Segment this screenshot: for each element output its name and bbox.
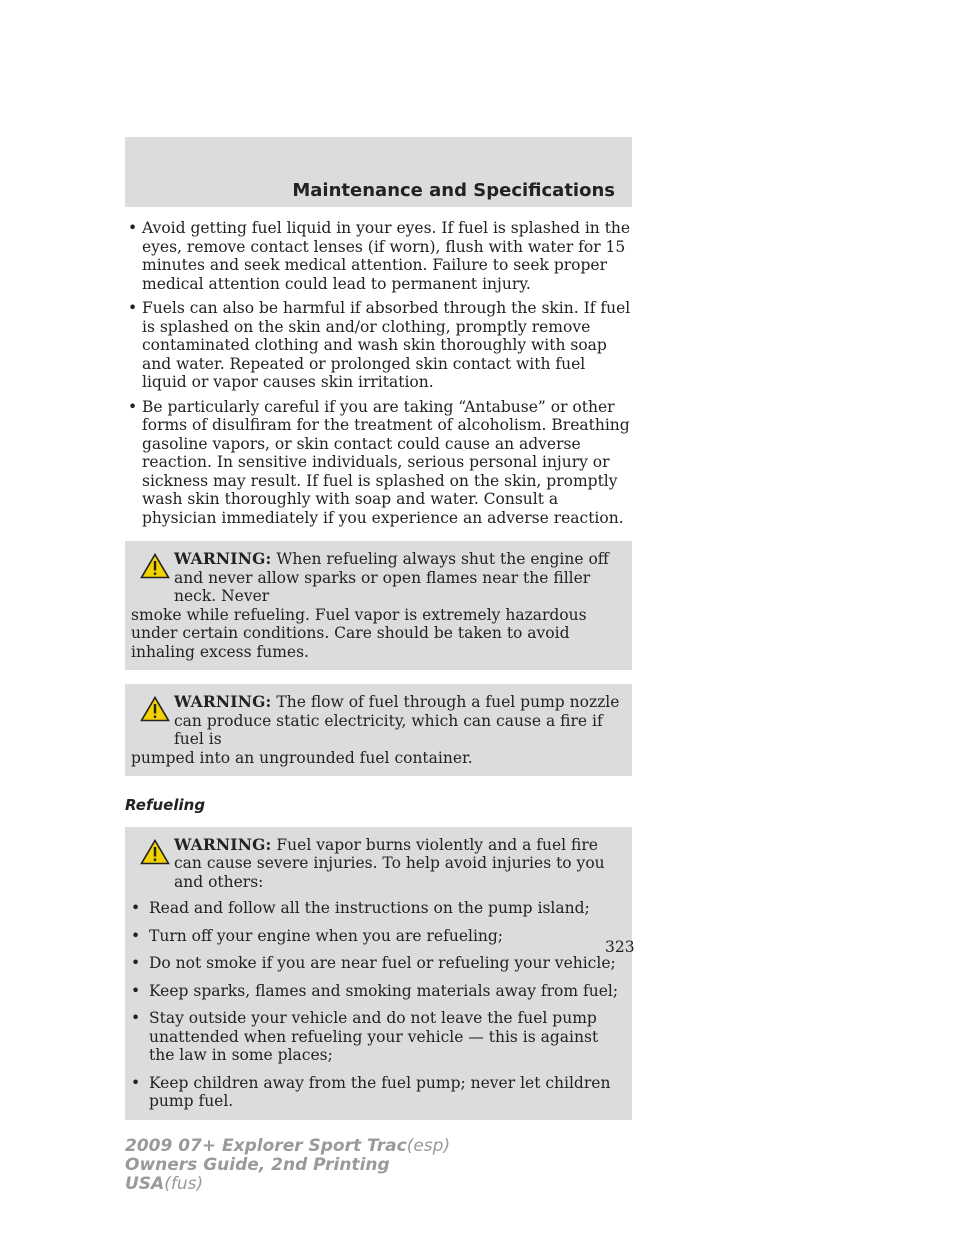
footer-market-code: (fus) [164, 1174, 204, 1194]
warning-box-refueling-engine-off [125, 541, 632, 670]
section-title: Maintenance and Specifications [292, 180, 615, 201]
footer-market: USA [125, 1174, 165, 1194]
warning-text: When refueling always shut the engine off and never allow sparks or open flames near the filler neck. Never [174, 550, 609, 605]
document-footer [125, 1137, 450, 1194]
warning-text-continued: smoke while refueling. Fuel vapor is extremely hazardous under certain conditions. Care should be taken to avoid inhaling excess fumes. [131, 605, 587, 661]
list-item: • Avoid getting fuel liquid in your eyes. If fuel is splashed in the eyes, remove contact lenses (if worn), flush with water for 15 minutes and seek medical attention. Failure to seek proper medical attention could lead to permanent injury. [128, 219, 631, 293]
warning-text-continued: pumped into an ungrounded fuel container. [131, 748, 473, 767]
refueling-bullet-list [131, 899, 626, 1111]
section-header-band [125, 137, 632, 207]
warning-label: WARNING: [174, 834, 272, 854]
footer-model: 2009 07+ Explorer Sport Trac [125, 1136, 407, 1156]
list-item: • Do not smoke if you are near fuel or refueling your vehicle; [131, 954, 616, 972]
bullet-icon: • [128, 299, 138, 317]
list-item: • Keep sparks, flames and smoking materials away from fuel; [131, 981, 619, 1000]
bullet-icon: • [131, 1073, 141, 1092]
page-number: 323 [605, 938, 635, 956]
list-item: • Be particularly careful if you are taking “Antabuse” or other forms of disulfiram for the treatment of alcoholism. Breathing gasoline vapors, or skin contact could cause an adverse reaction. In sensitive individuals, serious personal injury or sickness may result. If fuel is splashed on the skin, promptly wash skin thoroughly with soap and water. Consult a physician immediately if you experience an adverse reaction. [128, 397, 630, 527]
list-item: • Stay outside your vehicle and do not leave the fuel pump unattended when refueling your vehicle — this is against the law in some places; [131, 1009, 599, 1064]
list-item: • Fuels can also be harmful if absorbed through the skin. If fuel is splashed on the skin and/or clothing, promptly remove contaminated clothing and wash skin thoroughly with soap and water. Repeated or prolonged skin contact with fuel liquid or vapor causes skin irritation. [128, 299, 631, 391]
footer-guide-edition: Owners Guide, 2nd Printing [125, 1155, 390, 1175]
list-item: • Turn off your engine when you are refueling; [131, 926, 504, 945]
warning-triangle-icon [140, 839, 170, 865]
warning-label: WARNING: [174, 692, 272, 711]
page-content [125, 219, 632, 1120]
bullet-icon: • [131, 926, 141, 945]
footer-model-code: (esp) [406, 1136, 451, 1156]
warning-box-refueling [125, 827, 632, 1120]
warning-triangle-icon [140, 696, 170, 722]
warning-box-static-electricity [125, 684, 632, 776]
bullet-icon: • [131, 899, 141, 917]
bullet-icon: • [131, 981, 141, 1000]
list-item: • Read and follow all the instructions on the pump island; [131, 899, 590, 917]
warning-triangle-icon [140, 553, 170, 579]
warning-label: WARNING: [174, 549, 272, 568]
list-item: • Keep children away from the fuel pump; never let children pump fuel. [131, 1073, 611, 1110]
refueling-heading: Refueling [125, 796, 206, 814]
bullet-icon: • [131, 954, 141, 972]
bullet-icon: • [128, 397, 138, 416]
warning-text: The flow of fuel through a fuel pump nozzle can produce static electricity, which can cause a fire if fuel is [174, 693, 620, 748]
bullet-icon: • [131, 1009, 141, 1027]
warning-text: Fuel vapor burns violently and a fuel fire can cause severe injuries. To help avoid injuries to you and others: [174, 835, 605, 891]
intro-bullet-list [125, 219, 632, 527]
bullet-icon: • [128, 219, 138, 237]
